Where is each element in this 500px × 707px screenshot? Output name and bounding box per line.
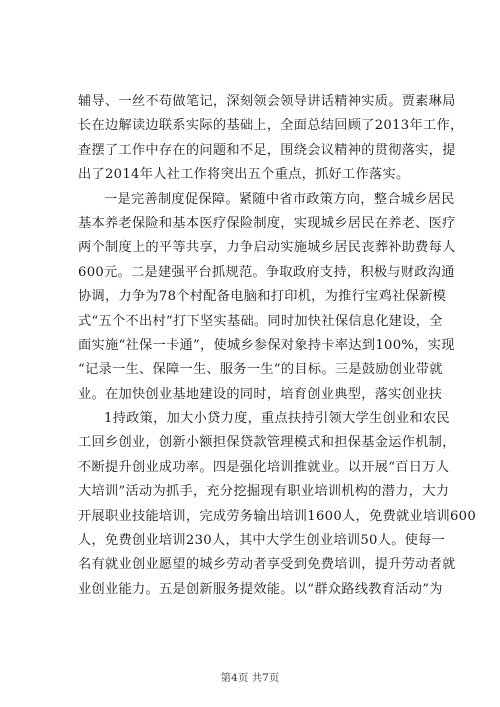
text-line: 出了2014年人社工作将突出五个重点，抓好工作落实。 — [78, 167, 410, 183]
text-line: 基本养老保险和基本医疗保险制度，实现城乡居民在养老、医疗 — [78, 215, 456, 231]
text-line: 式“五个不出村”打下坚实基础。同时加快社保信息化建设，全 — [78, 313, 443, 329]
text-line: 业。在加快创业基地建设的同时，培育创业典型，落实创业扶 — [78, 386, 443, 402]
text-line: 大培训”活动为抓手，充分挖掘现有职业培训机构的潜力，大力 — [78, 484, 450, 500]
text-line: 工回乡创业，创新小额担保贷款管理模式和担保基金运作机制， — [78, 435, 456, 451]
text-line: 业创业能力。五是创新服务提效能。以“群众路线教育活动”为 — [78, 581, 443, 597]
text-line: 面实施“社保一卡通”，使城乡参保对象持卡率达到100%，实现 — [78, 337, 455, 353]
text-line: 一是完善制度促保障。紧随中省市政策方向，整合城乡居民 — [104, 191, 455, 207]
body-text — [78, 90, 477, 602]
text-line: 1持政策，加大小贷力度，重点扶持引领大学生创业和农民 — [104, 411, 450, 427]
text-line: 600元。二是建强平台抓规范。争取政府支持，积极与财政沟通 — [78, 264, 455, 280]
text-line: 查摆了工作中存在的问题和不足，围绕会议精神的贯彻落实，提 — [78, 142, 456, 158]
text-line: 协调，力争为78个村配备电脑和打印机，为推行宝鸡社保新模 — [78, 289, 447, 305]
page-footer — [0, 670, 500, 685]
text-line: 辅导、一丝不苟做笔记，深刻领会领导讲话精神实质。贾素琳局 — [78, 94, 456, 109]
page-number-label: 第4页 共7页 — [220, 672, 280, 684]
text-line: “记录一生、保障一生、服务一生”的目标。三是鼓励创业带就 — [78, 362, 443, 378]
text-line: 人，免费创业培训230人，其中大学生创业培训50人。使每一 — [78, 533, 446, 549]
text-line: 不断提升创业成功率。四是强化培训推就业。以开展“百日万人 — [78, 459, 450, 475]
text-line: 两个制度上的平等共享，力争启动实施城乡居民丧葬补助费每人 — [78, 240, 456, 256]
text-line: 长在边解读边联系实际的基础上，全面总结回顾了2013年工作， — [78, 118, 464, 134]
text-line: 名有就业创业愿望的城乡劳动者享受到免费培训，提升劳动者就 — [78, 557, 456, 573]
text-line: 开展职业技能培训，完成劳务输出培训1600人，免费就业培训600 — [78, 508, 477, 524]
